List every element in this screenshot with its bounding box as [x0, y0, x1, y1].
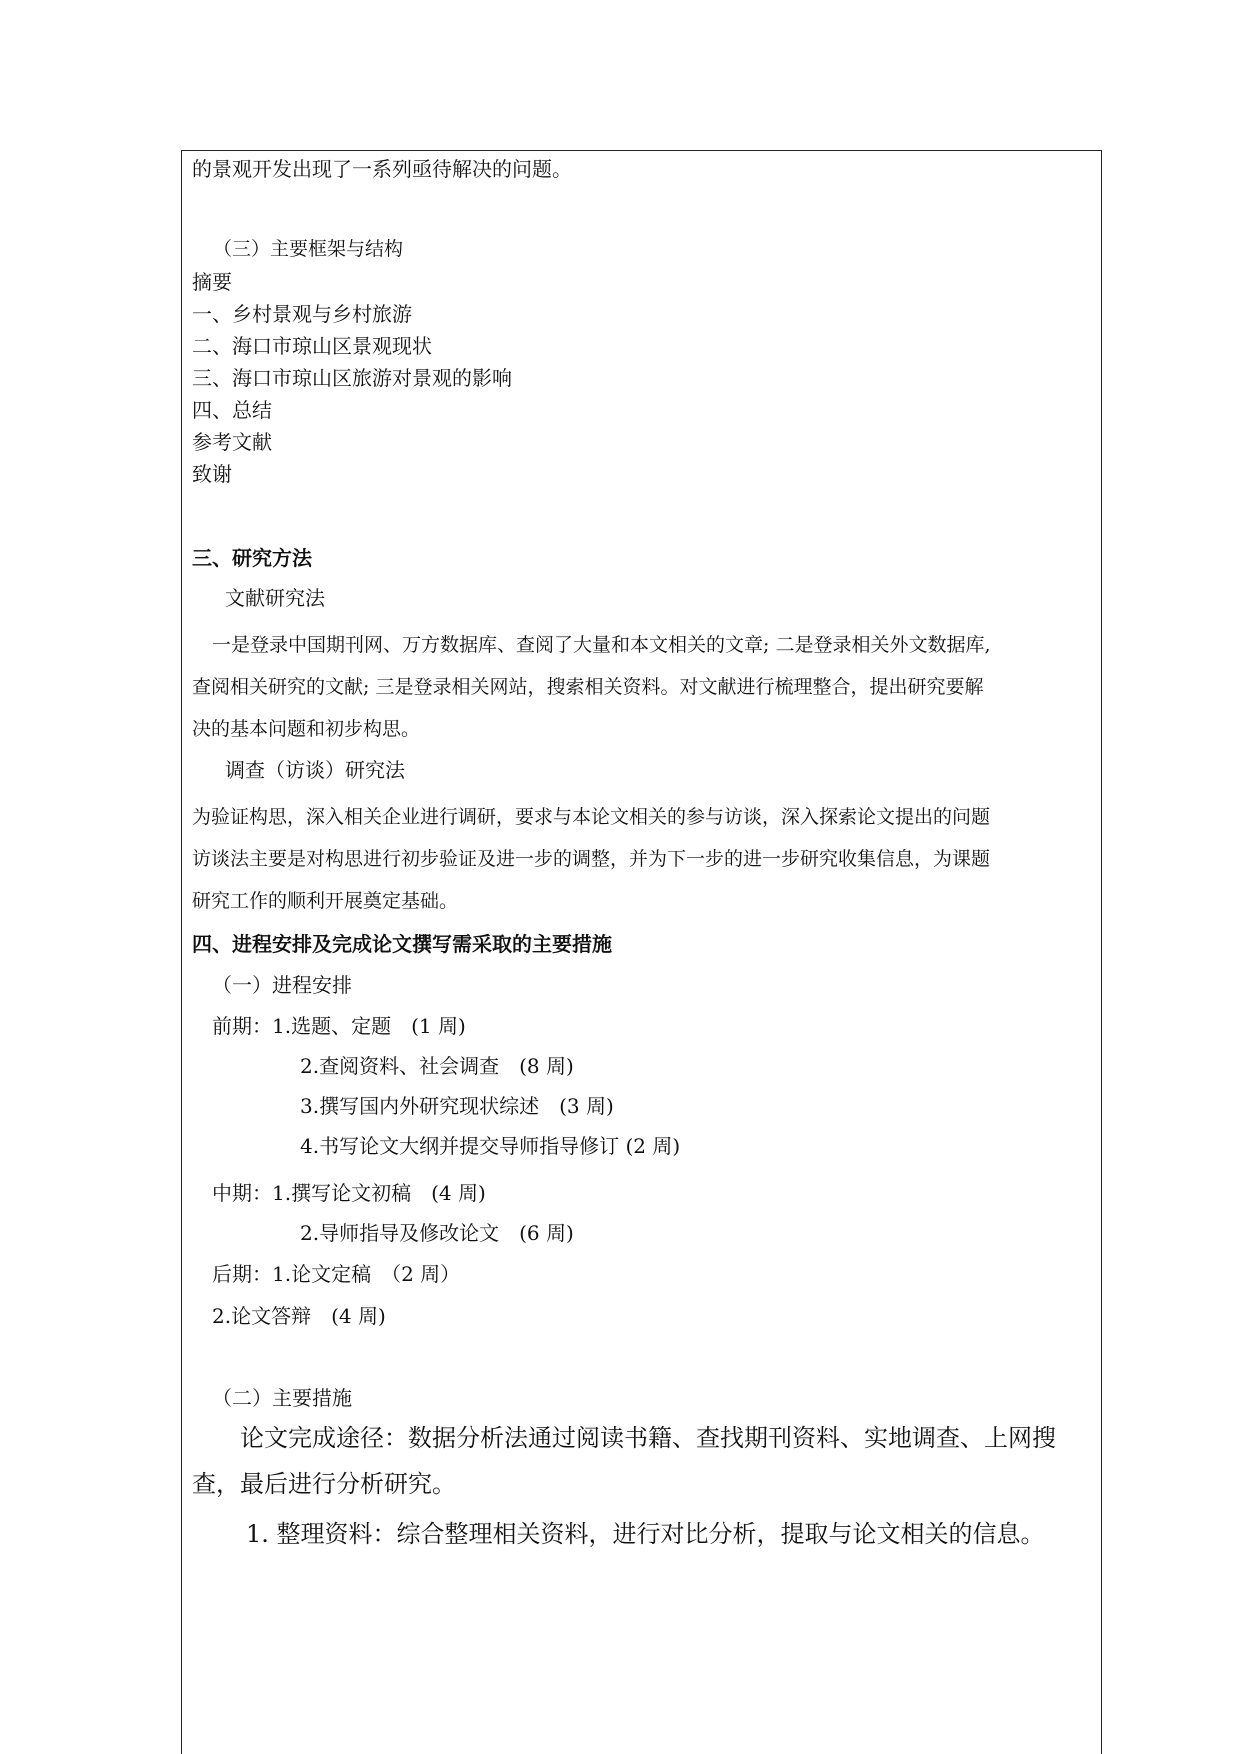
schedule-line: 后期：1.论文定稿 （2 周）: [212, 1262, 461, 1286]
method-title-survey: 调查（访谈）研究法: [225, 758, 405, 782]
framework-heading: （三）主要框架与结构: [213, 238, 404, 260]
schedule-line: 2.查阅资料、社会调查 (8 周): [300, 1054, 574, 1078]
paragraph-line: 访谈法主要是对构思进行初步验证及进一步的调整，并为下一步的进一步研究收集信息，为课题: [192, 848, 991, 870]
framework-item: 致谢: [192, 462, 232, 486]
paragraph-line: 决的基本问题和初步构思。: [192, 718, 421, 740]
paragraph-line: 一是登录中国期刊网、万方数据库、查阅了大量和本文相关的文章; 二是登录相关外文数据库,: [212, 634, 991, 656]
section-heading-schedule: 四、进程安排及完成论文撰写需采取的主要措施: [192, 932, 612, 956]
schedule-line: 前期：1.选题、定题 (1 周): [212, 1014, 466, 1038]
schedule-subheading: （一）进程安排: [212, 973, 352, 997]
framework-item: 三、海口市琼山区旅游对景观的影响: [192, 366, 512, 390]
measures-heading: （二）主要措施: [212, 1386, 352, 1410]
schedule-line: 中期：1.撰写论文初稿 (4 周): [212, 1181, 486, 1205]
paragraph-line: 研究工作的顺利开展奠定基础。: [192, 890, 459, 912]
schedule-line: 2.论文答辩 (4 周): [212, 1304, 386, 1328]
measures-paragraph-line: 查，最后进行分析研究。: [192, 1470, 456, 1498]
framework-item: 摘要: [192, 270, 232, 294]
paragraph-line: 查阅相关研究的文献; 三是登录相关网站，搜索相关资料。对文献进行梳理整合，提出研究要解: [192, 676, 984, 698]
framework-item: 一、乡村景观与乡村旅游: [192, 302, 412, 326]
measures-paragraph-line: 论文完成途径：数据分析法通过阅读书籍、查找期刊资料、实地调查、上网搜: [240, 1424, 1056, 1452]
schedule-line: 3.撰写国内外研究现状综述 (3 周): [300, 1094, 614, 1118]
schedule-line: 2.导师指导及修改论文 (6 周): [300, 1221, 574, 1245]
framework-item: 二、海口市琼山区景观现状: [192, 334, 432, 358]
schedule-line: 4.书写论文大纲并提交导师指导修订 (2 周): [300, 1134, 681, 1158]
continuation-text: 的景观开发出现了一系列亟待解决的问题。: [192, 157, 572, 181]
framework-item: 参考文献: [192, 430, 272, 454]
method-title-literature: 文献研究法: [225, 586, 325, 610]
measures-list-item: 1. 整理资料：综合整理相关资料，进行对比分析，提取与论文相关的信息。: [246, 1520, 1045, 1548]
section-heading-methods: 三、研究方法: [192, 546, 312, 570]
paragraph-line: 为验证构思，深入相关企业进行调研，要求与本论文相关的参与访谈，深入探索论文提出的问题: [192, 806, 991, 828]
framework-item: 四、总结: [192, 398, 272, 422]
